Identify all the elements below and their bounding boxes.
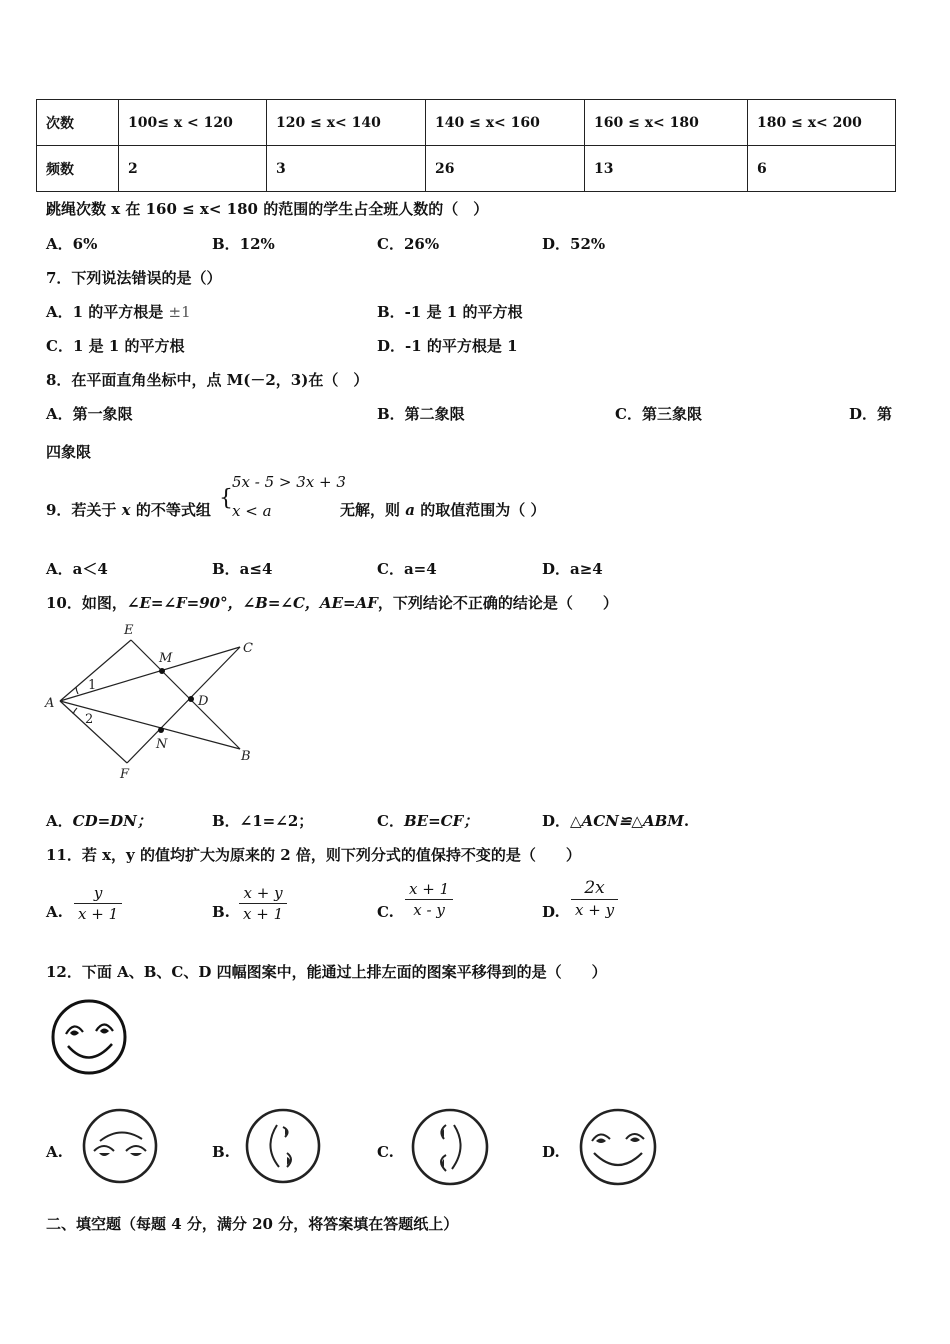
label-d: D [198,694,209,709]
q9-stem [46,499,211,520]
q11-option-b-label: B. [212,903,230,921]
fraction-denominator: x + 1 [78,905,119,923]
table-cell: 频数 [37,146,119,192]
q10-option-a-text: CD=DN； [72,812,152,830]
table-cell: 100≤ x < 120 [119,100,267,146]
label-m: M [159,651,173,666]
q10-stem-end: ，下列结论不正确的结论是（ ） [377,594,618,612]
q10-option-d-end: . [683,812,690,830]
q6-option-c: C．26% [377,235,440,253]
q7-option-a [46,301,191,322]
q11-option-d-fraction [571,878,618,919]
q6-option-a: A．6% [46,235,98,253]
q10-option-d [542,810,689,831]
q8-option-d: D．第 [849,405,893,423]
q10-option-c-text: BE=CF； [403,812,479,830]
label-n: N [156,737,168,752]
q7-option-b: B．-1 是 1 的平方根 [377,303,523,321]
q10-option-a [46,810,152,831]
q10-option-c-letter: C． [377,812,404,830]
q9-stem-end [340,499,545,520]
q7-option-a-text: A．1 的平方根是 [46,303,164,321]
table-cell: 2 [119,146,267,192]
label-c: C [243,641,253,656]
q10-conditions: ∠E=∠F=90°，∠B=∠C，AE=AF [126,594,378,612]
q9-option-d: D．a≥4 [542,560,603,578]
label-e: E [124,623,134,638]
fraction-denominator: x - y [413,901,445,919]
q8-option-d-continued: 四象限 [46,443,92,461]
angle-2-arc [73,708,77,714]
q7-option-c: C．1 是 1 的平方根 [46,337,185,355]
q10-option-a-letter: A． [46,812,73,830]
fraction-numerator: x + 1 [405,880,453,900]
q8-option-a: A．第一象限 [46,405,133,423]
q9-option-a: A．a＜4 [46,560,108,578]
table-cell: 次数 [37,100,119,146]
fraction-numerator: 2x [571,878,618,900]
section-2-title: 二、填空题（每题 4 分，满分 20 分，将答案填在答题纸上） [46,1215,459,1233]
q9-var-a: a [405,501,415,519]
table-cell: 26 [426,146,585,192]
q9-brace: { [219,486,233,511]
frequency-table [36,99,896,192]
q9-option-b: B．a≤4 [212,560,273,578]
table-cell: 140 ≤ x< 160 [426,100,585,146]
q10-option-d-letter: D． [542,812,571,830]
q9-stem-prefix: 9．若关于 [46,501,117,519]
q6-option-b: B．12% [212,235,275,253]
point-m-dot [159,668,165,674]
q7-option-d: D．-1 的平方根是 1 [377,337,518,355]
q11-option-b-fraction [239,884,287,923]
table-cell: 13 [585,146,748,192]
q10-option-d-text: △ACN≌△ABM [570,812,684,830]
q9-stem-mid: 的不等式组 [135,501,211,519]
table-cell: 180 ≤ x< 200 [748,100,896,146]
q8-option-c: C．第三象限 [615,405,702,423]
q12-stem: 12．下面 A、B、C、D 四幅图案中，能通过上排左面的图案平移得到的是（ ） [46,963,607,981]
q12-reference-smiley [50,998,130,1078]
q12-option-a-label: A. [46,1143,63,1161]
q9-var-x: x [121,501,131,519]
label-angle-2: 2 [85,712,94,727]
q10-stem-start: 10．如图， [46,594,127,612]
q12-option-d-label: D. [542,1143,560,1161]
q11-stem: 11．若 x，y 的值均扩大为原来的 2 倍，则下列分式的值保持不变的是（ ） [46,846,581,864]
q12-option-b-smiley [243,1105,325,1187]
point-d-dot [188,696,194,702]
label-a: A [45,696,55,711]
table-cell: 160 ≤ x< 180 [585,100,748,146]
fraction-denominator: x + y [575,901,615,919]
q9-option-c: C．a=4 [377,560,437,578]
label-f: F [120,767,130,782]
point-n-dot [158,727,164,733]
q11-option-d-label: D. [542,903,560,921]
segment-eb [131,640,240,749]
q12-option-d-smiley [576,1105,660,1189]
table-cell: 120 ≤ x< 140 [267,100,426,146]
q9-stem-after: 无解，则 [340,501,401,519]
q12-option-c-smiley [408,1105,492,1189]
q6-stem: 跳绳次数 x 在 160 ≤ x< 180 的范围的学生占全班人数的（ ） [46,200,489,218]
fraction-numerator: y [74,884,122,904]
q9-inequality-2: x < a [232,502,272,520]
q10-stem [46,592,618,613]
q8-option-b: B．第二象限 [377,405,465,423]
angle-1-arc [76,687,78,694]
q8-stem: 8．在平面直角坐标中，点 M(－2，3)在（ ） [46,371,369,389]
q11-option-a-label: A. [46,903,63,921]
label-angle-1: 1 [88,678,97,693]
q11-option-c-label: C. [377,903,394,921]
q12-option-c-label: C. [377,1143,394,1161]
q12-option-a-smiley [80,1105,162,1187]
q9-stem-end-text: 的取值范围为（ ） [420,501,546,519]
table-row [37,100,896,146]
q10-option-b: B．∠1=∠2； [212,812,314,830]
table-cell: 6 [748,146,896,192]
q10-option-c [377,810,478,831]
q6-option-d: D．52% [542,235,606,253]
q11-option-c-fraction [405,880,453,919]
q11-option-a-fraction [74,884,122,923]
table-row [37,146,896,192]
q12-option-b-label: B. [212,1143,230,1161]
q7-option-a-value: ±1 [168,303,191,321]
fraction-numerator: x + y [239,884,287,904]
q9-inequality-1: 5x - 5 > 3x + 3 [232,473,346,491]
label-b: B [241,749,251,764]
q7-stem: 7．下列说法错误的是（） [46,269,222,287]
fraction-denominator: x + 1 [243,905,284,923]
table-cell: 3 [267,146,426,192]
q10-geometry-figure [40,620,270,785]
